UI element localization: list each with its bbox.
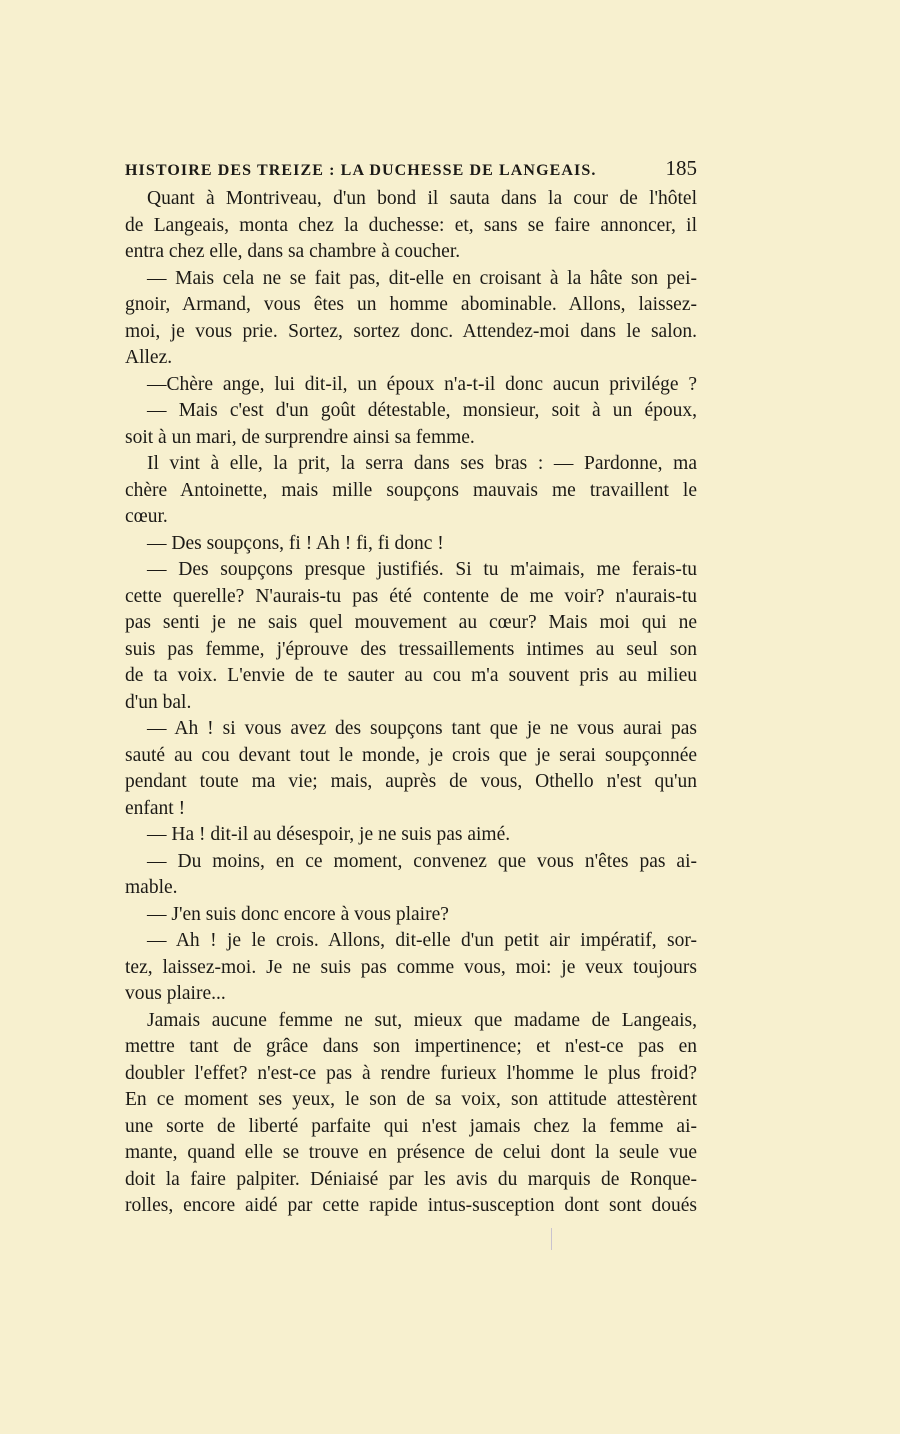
text-line: d'un bal. [125,691,192,713]
body-text [125,186,697,1220]
text-line: — Mais c'est d'un goût détestable, monsieur, soit à un époux, [147,400,697,421]
text-line: — Ah ! je le crois. Allons, dit-elle d'un petit air impératif, sor- [147,930,697,951]
text-line: Il vint à elle, la prit, la serra dans ses bras : — Pardonne, ma [147,453,697,474]
text-line: rolles, encore aidé par cette rapide intus-susception dont sont doués [125,1195,697,1216]
text-line: chère Antoinette, mais mille soupçons mauvais me travaillent le [125,479,697,501]
text-line: tez, laissez-moi. Je ne suis pas comme vous, moi: je veux toujours [125,956,697,978]
running-title: HISTOIRE DES TREIZE : LA DUCHESSE DE LANGEAIS. [125,162,597,179]
text-line: — Mais cela ne se fait pas, dit-elle en croisant à la hâte son pei- [147,267,697,289]
text-line: Jamais aucune femme ne sut, mieux que madame de Langeais, [147,1009,697,1031]
text-line: —Chère ange, lui dit-il, un époux n'a-t-il donc aucun privilége ? [147,373,697,395]
text-line: En ce moment ses yeux, le son de sa voix, son attitude attestèrent [125,1089,697,1110]
text-line: — Ha ! dit-il au désespoir, je ne suis pas aimé. [147,824,511,845]
text-line: mettre tant de grâce dans son impertinence; et n'est-ce pas en [125,1036,697,1057]
text-line: de ta voix. L'envie de te sauter au cou m'a souvent pris au milieu [125,665,697,686]
text-line: cette querelle? N'aurais-tu pas été contente de me voir? n'aurais-tu [125,585,697,607]
text-line: doubler l'effet? n'est-ce pas à rendre furieux l'homme le plus froid? [125,1062,697,1084]
text-line: enfant ! [125,797,186,819]
text-line: sauté au cou devant tout le monde, je crois que je serai soupçonnée [125,744,697,766]
text-line: mable. [125,877,178,898]
text-line: — Ah ! si vous avez des soupçons tant que je ne vous aurai pas [147,718,697,739]
text-line: — Du moins, en ce moment, convenez que vous n'êtes pas ai- [147,850,697,872]
text-line: moi, je vous prie. Sortez, sortez donc. Attendez-moi dans le salon. [125,320,697,342]
text-line: cœur. [125,506,168,527]
text-line: — J'en suis donc encore à vous plaire? [147,903,449,925]
text-line: pas senti je ne sais quel mouvement au cœur? Mais moi qui ne [125,612,697,633]
running-header [125,156,697,186]
text-line: gnoir, Armand, vous êtes un homme abominable. Allons, laissez- [125,294,697,315]
text-line: une sorte de liberté parfaite qui n'est jamais chez la femme ai- [125,1115,697,1137]
text-line: — Des soupçons, fi ! Ah ! fi, fi donc ! [147,532,444,554]
text-line: pendant toute ma vie; mais, auprès de vous, Othello n'est qu'un [125,771,697,792]
text-line: — Des soupçons presque justifiés. Si tu m'aimais, me ferais-tu [147,559,697,580]
text-line: vous plaire... [125,983,226,1004]
book-page [125,156,697,1220]
text-line: Quant à Montriveau, d'un bond il sauta dans la cour de l'hôtel [147,188,697,209]
scan-artifact [551,1228,552,1250]
text-line: mante, quand elle se trouve en présence de celui dont la seule vue [125,1142,697,1163]
text-line: soit à un mari, de surprendre ainsi sa femme. [125,426,475,448]
text-line: Allez. [125,347,173,368]
text-line: doit la faire palpiter. Déniaisé par les avis du marquis de Ronque- [125,1168,697,1190]
text-line: suis pas femme, j'éprouve des tressaillements intimes au seul son [125,638,697,660]
text-line: de Langeais, monta chez la duchesse: et, sans se faire annoncer, il [125,214,697,236]
page-number: 185 [665,156,697,180]
text-line: entra chez elle, dans sa chambre à coucher. [125,241,461,262]
